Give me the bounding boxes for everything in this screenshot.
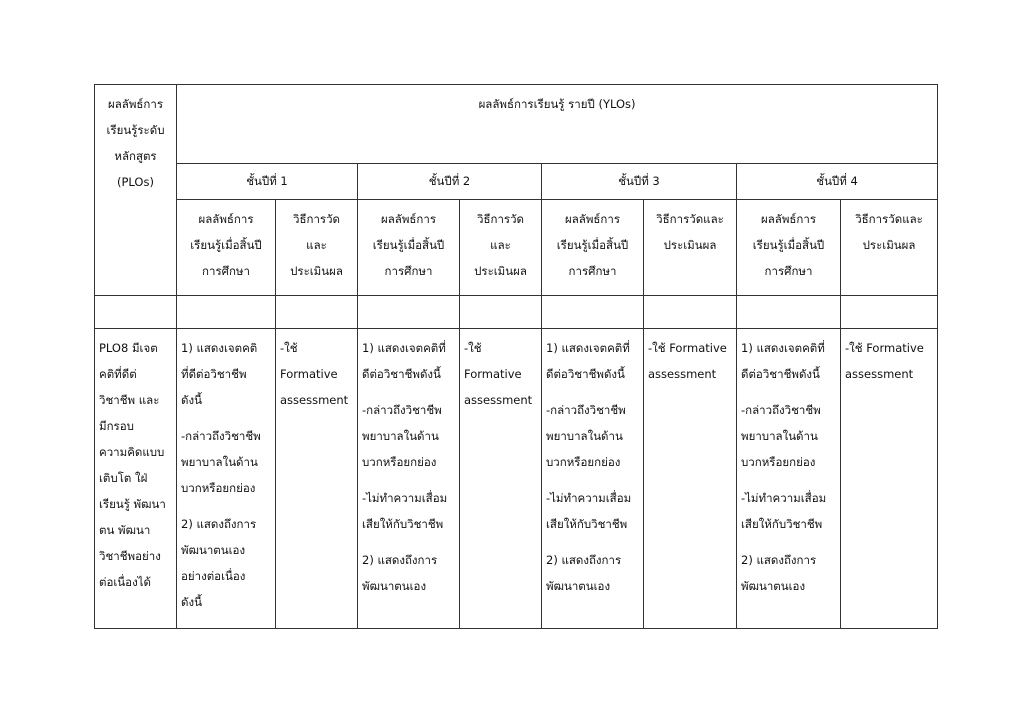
y3-outcome-cell: [542, 329, 644, 629]
y3-assessment-cell: [644, 329, 737, 629]
plo-ylo-table: [94, 84, 938, 629]
outcome-line: -กล่าวถึงวิชาชีพ: [362, 403, 442, 417]
outcome-line: -กล่าวถึงวิชาชีพ: [181, 429, 261, 443]
assessment-line: assessment: [845, 367, 914, 381]
outcome-line: เสียให้กับวิชาชีพ: [546, 517, 628, 531]
outcome-line: 1) แสดงเจตคติ: [181, 341, 258, 355]
plo8-cell: [95, 329, 177, 629]
subheader-line: เรียนรู้เมื่อสิ้นปี: [556, 238, 629, 252]
subheader-line: วิธีการวัด: [293, 212, 340, 226]
outcome-line: พัฒนาตนเอง: [741, 579, 806, 593]
outcome-line: ดีต่อวิชาชีพดังนี้: [362, 367, 441, 381]
empty-cell: [542, 296, 644, 329]
assessment-line: -ใช้: [464, 341, 482, 355]
year-label: ชั้นปีที่ 2: [428, 174, 471, 188]
y2-assessment-cell: [460, 329, 542, 629]
plo8-line: ต่อเนื่องได้: [99, 575, 151, 589]
outcome-line: บวกหรือยกย่อง: [741, 455, 816, 469]
plo-header-cell: [95, 85, 177, 296]
plo8-line: PLO8 มีเจต: [99, 341, 158, 355]
outcome-line: พยาบาลในด้าน: [741, 429, 818, 443]
outcome-line: ดังนี้: [181, 595, 202, 609]
y4-outcome-cell: [737, 329, 841, 629]
year-label: ชั้นปีที่ 4: [816, 174, 858, 188]
subheader-line: ประเมินผล: [290, 264, 343, 278]
year-header-2: [358, 164, 542, 200]
plo8-line: ตน พัฒนา: [99, 523, 151, 537]
ylo-header-cell: [177, 85, 938, 164]
subheader-line: วิธีการวัด: [477, 212, 524, 226]
outcome-line: -ไม่ทำความเสื่อม: [741, 491, 827, 505]
subheader-assessment: [841, 200, 938, 296]
subheader-line: การศึกษา: [202, 264, 250, 278]
y4-assessment-cell: [841, 329, 938, 629]
empty-cell: [358, 296, 460, 329]
y2-outcome-cell: [358, 329, 460, 629]
subheader-outcome: [737, 200, 841, 296]
subheader-line: เรียนรู้เมื่อสิ้นปี: [372, 238, 445, 252]
outcome-line: -กล่าวถึงวิชาชีพ: [741, 403, 821, 417]
outcome-line: พัฒนาตนเอง: [546, 579, 611, 593]
plo8-line: คติที่ดีต่: [99, 367, 137, 381]
outcome-line: 1) แสดงเจตคติที่: [741, 341, 825, 355]
plo8-line: เติบโต ใฝ่: [99, 471, 148, 485]
year-header-3: [542, 164, 737, 200]
assessment-line: Formative: [464, 367, 522, 381]
subheader-line: ผลลัพธ์การ: [760, 212, 817, 226]
empty-row: [95, 296, 938, 329]
subheader-line: วิธีการวัดและ: [855, 212, 923, 226]
outcome-line: 1) แสดงเจตคติที่: [546, 341, 630, 355]
outcome-line: ที่ดีต่อวิชาชีพ: [181, 367, 247, 381]
outcome-line: -กล่าวถึงวิชาชีพ: [546, 403, 626, 417]
plo-header-line: เรียนรู้ระดับ: [106, 123, 165, 137]
subheader-line: ผลลัพธ์การ: [380, 212, 437, 226]
year-label: ชั้นปีที่ 1: [246, 174, 288, 188]
year-header-4: [737, 164, 938, 200]
empty-cell: [95, 296, 177, 329]
outcome-line: บวกหรือยกย่อง: [362, 455, 437, 469]
subheader-line: ผลลัพธ์การ: [564, 212, 621, 226]
outcome-line: -ไม่ทำความเสื่อม: [362, 491, 448, 505]
outcome-line: 1) แสดงเจตคติที่: [362, 341, 446, 355]
outcome-line: ดีต่อวิชาชีพดังนี้: [741, 367, 820, 381]
subheader-line: ผลลัพธ์การ: [198, 212, 254, 226]
subheader-line: วิธีการวัดและ: [656, 212, 724, 226]
outcome-line: 2) แสดงถึงการ: [181, 517, 257, 531]
plo-header-line: หลักสูตร: [114, 149, 157, 163]
subheader-line: การศึกษา: [764, 264, 813, 278]
outcome-line: บวกหรือยกย่อง: [546, 455, 621, 469]
subheader-line: การศึกษา: [568, 264, 617, 278]
empty-cell: [644, 296, 737, 329]
assessment-line: assessment: [280, 393, 349, 407]
subheader-line: และ: [490, 238, 511, 252]
year-label: ชั้นปีที่ 3: [618, 174, 660, 188]
subheader-outcome: [358, 200, 460, 296]
outcome-line: เสียให้กับวิชาชีพ: [741, 517, 823, 531]
subheader-line: ประเมินผล: [663, 238, 717, 252]
empty-cell: [177, 296, 276, 329]
subheader-assessment: [276, 200, 358, 296]
subheader-assessment: [644, 200, 737, 296]
assessment-line: -ใช้ Formative: [648, 341, 727, 355]
plo8-line: วิชาชีพอย่าง: [99, 549, 161, 563]
outcome-line: พัฒนาตนเอง: [362, 579, 427, 593]
outcome-line: พยาบาลในด้าน: [181, 455, 258, 469]
empty-cell: [841, 296, 938, 329]
outcome-line: 2) แสดงถึงการ: [741, 553, 817, 567]
empty-cell: [276, 296, 358, 329]
subheader-assessment: [460, 200, 542, 296]
ylo-header: ผลลัพธ์การเรียนรู้ รายปี (YLOs): [478, 97, 636, 111]
plo8-row: [95, 329, 938, 629]
outcome-line: พัฒนาตนเอง: [181, 543, 246, 557]
outcome-line: เสียให้กับวิชาชีพ: [362, 517, 444, 531]
plo8-line: เรียนรู้ พัฒนา: [99, 497, 166, 511]
outcome-line: 2) แสดงถึงการ: [362, 553, 438, 567]
outcome-line: อย่างต่อเนื่อง: [181, 569, 246, 583]
outcome-line: ดีต่อวิชาชีพดังนี้: [546, 367, 625, 381]
outcome-line: -ไม่ทำความเสื่อม: [546, 491, 632, 505]
empty-cell: [460, 296, 542, 329]
outcome-line: พยาบาลในด้าน: [546, 429, 623, 443]
subheader-outcome: [542, 200, 644, 296]
y1-assessment-cell: [276, 329, 358, 629]
subheader-line: และ: [306, 238, 327, 252]
plo8-line: มีกรอบ: [99, 419, 134, 433]
assessment-line: -ใช้: [280, 341, 298, 355]
outcome-line: บวกหรือยกย่อง: [181, 481, 256, 495]
outcome-line: 2) แสดงถึงการ: [546, 553, 622, 567]
year-header-1: [177, 164, 358, 200]
assessment-line: assessment: [648, 367, 717, 381]
subheader-line: เรียนรู้เมื่อสิ้นปี: [190, 238, 262, 252]
plo-header-line: ผลลัพธ์การ: [107, 97, 164, 111]
assessment-line: -ใช้ Formative: [845, 341, 924, 355]
y1-outcome-cell: [177, 329, 276, 629]
plo8-line: ความคิดแบบ: [99, 445, 165, 459]
assessment-line: Formative: [280, 367, 338, 381]
outcome-line: ดังนี้: [181, 393, 202, 407]
plo8-line: วิชาชีพ และ: [99, 393, 160, 407]
empty-cell: [737, 296, 841, 329]
plo-header-line: (PLOs): [117, 175, 154, 189]
subheader-line: ประเมินผล: [474, 264, 527, 278]
subheader-line: การศึกษา: [384, 264, 433, 278]
subheader-outcome: [177, 200, 276, 296]
subheader-line: ประเมินผล: [862, 238, 916, 252]
assessment-line: assessment: [464, 393, 533, 407]
outcome-line: พยาบาลในด้าน: [362, 429, 439, 443]
subheader-line: เรียนรู้เมื่อสิ้นปี: [752, 238, 825, 252]
